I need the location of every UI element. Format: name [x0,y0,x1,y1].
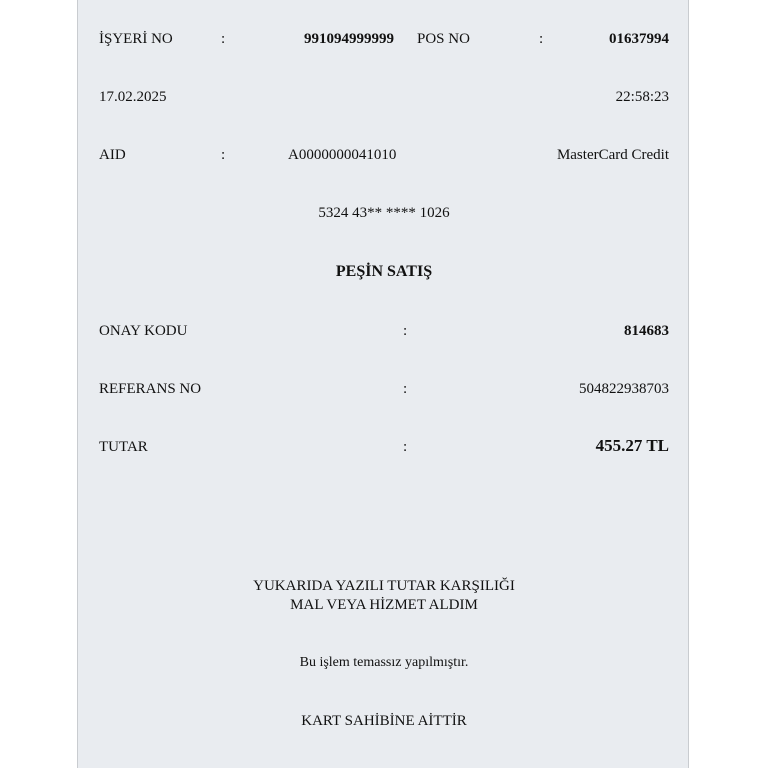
pos-number: 01637994 [609,31,669,47]
merchant-label: İŞYERİ NO [99,31,173,47]
cardholder-copy-note: KART SAHİBİNE AİTTİR [301,713,467,729]
reference-number-colon: : [403,381,408,397]
amount-colon: : [403,439,408,455]
pos-colon: : [539,31,544,47]
aid-value: A0000000041010 [288,147,397,163]
approval-code-value: 814683 [624,323,669,339]
transaction-title: PEŞİN SATIŞ [335,263,433,280]
merchant-number: 991094999999 [304,31,394,47]
merchant-colon: : [221,31,226,47]
reference-number-value: 504822938703 [579,381,669,397]
card-type: MasterCard Credit [556,147,669,163]
aid-colon: : [221,147,226,163]
masked-card-number: 5324 43** **** 1026 [318,205,450,221]
approval-code-colon: : [403,323,408,339]
statement-line-1: YUKARIDA YAZILI TUTAR KARŞILIĞI [253,578,515,594]
aid-label: AID [99,147,126,163]
statement-line-2: MAL VEYA HİZMET ALDIM [290,597,478,613]
transaction-time: 22:58:23 [615,89,669,105]
receipt [77,0,689,768]
contactless-note: Bu işlem temassız yapılmıştır. [299,655,469,670]
approval-code-label: ONAY KODU [99,323,188,339]
amount-value: 455.27 TL [595,436,669,455]
transaction-date: 17.02.2025 [99,89,167,105]
reference-number-label: REFERANS NO [99,381,202,397]
pos-label: POS NO [417,31,470,47]
amount-label: TUTAR [99,439,148,455]
